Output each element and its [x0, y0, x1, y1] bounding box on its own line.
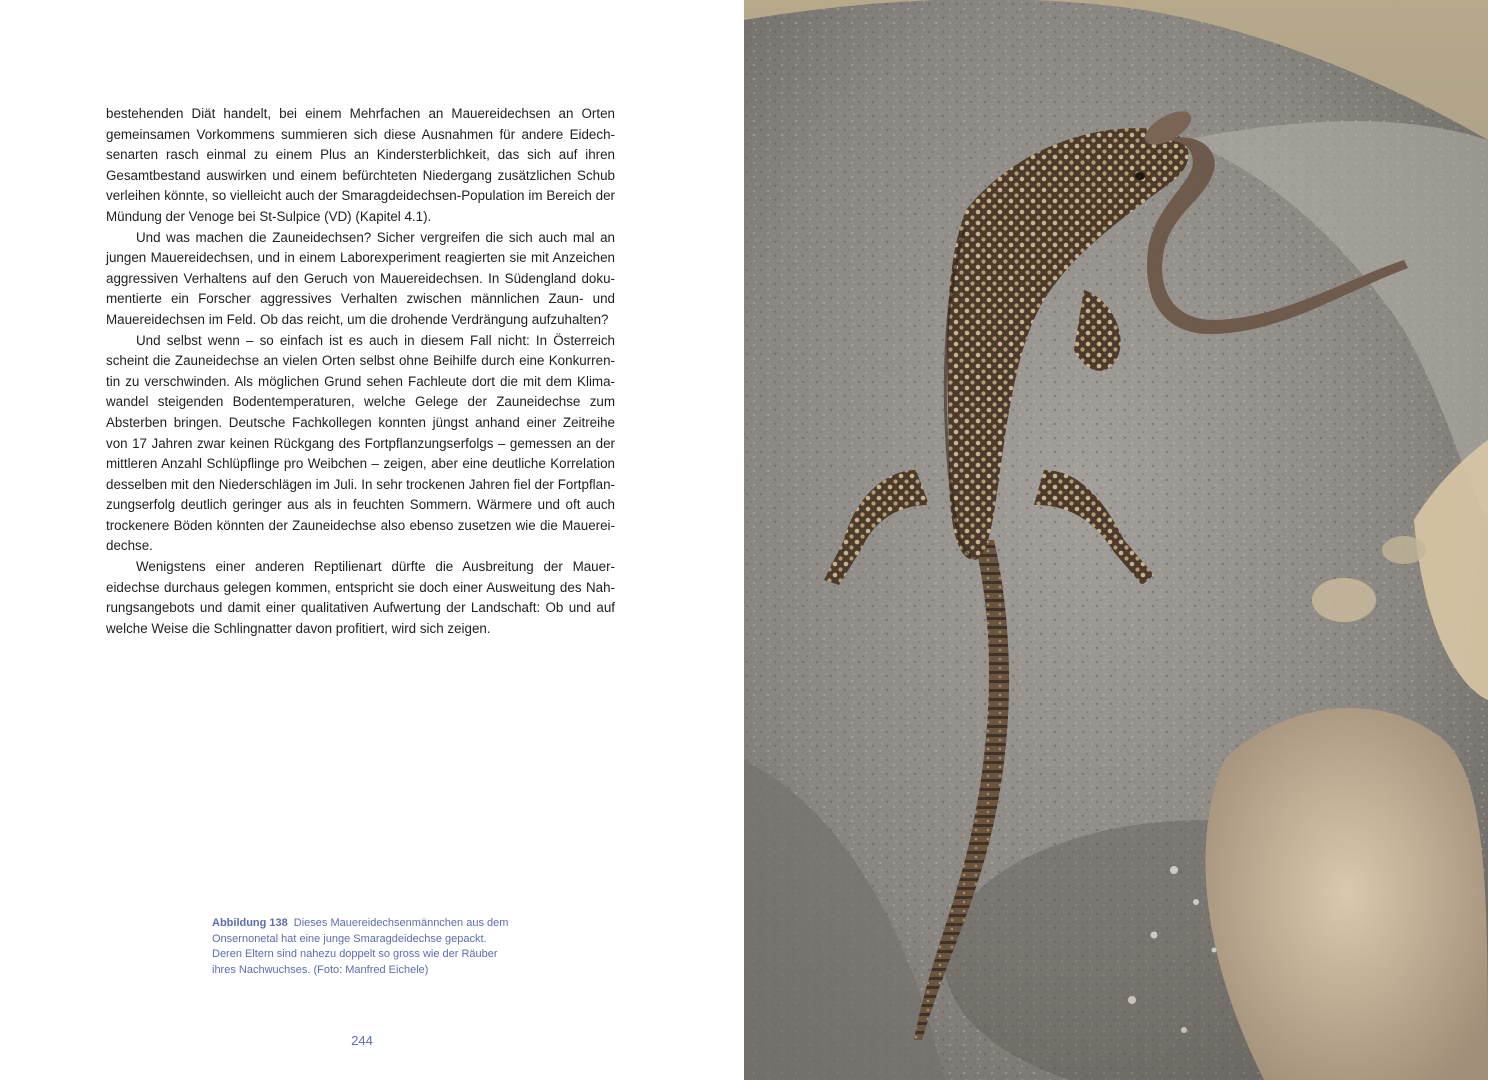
blurred-foreground-rock [1205, 708, 1488, 1080]
caption-text: Dieses Mauereidechsenmännchen aus dem Onsernonetal hat eine junge Smaragdeidechse gepackt. Deren Eltern sind nahezu doppelt so gross wie der Räuber ihres Nachwuchses. (Foto: Manfred Eichele) [212, 917, 509, 976]
body-text [106, 104, 615, 639]
lizard-photo [744, 0, 1488, 1080]
photo-page [744, 0, 1488, 1080]
page-number: 244 [351, 1033, 373, 1048]
caption-label: Abbildung 138 [212, 917, 288, 929]
paragraph-1: bestehenden Diät handelt, bei einem Mehrfachen an Mauereidechsen an Orten gemeinsamen Vorkommens summieren sich diese Ausnahmen für andere Eidechsenarten rasch einmal zu einem Plus an Kindersterblichkeit, das sich auf ihren Gesamtbestand auswirken und einem befürchteten Niedergang zusätzlichen Schub verleihen könnte, so vielleicht auch der Smaragdeidechsen-Population im Bereich der Mündung der Venoge bei St-Sulpice (VD) (Kapitel 4.1). [106, 106, 615, 224]
paragraph-2: Und was machen die Zauneidechsen? Sicher vergreifen die sich auch mal an jungen Mauereidechsen, und in einem Laborexperiment reagierten sie mit Anzeichen aggressiven Verhaltens auf den Geruch von Mauereidechsen. In Südengland dokumentierte ein Forscher aggressives Verhalten zwischen männlichen Zaun- und Mauereidechsen im Feld. Ob das reicht, um die drohende Verdrängung aufzuhalten? [106, 229, 615, 327]
figure-caption [212, 916, 512, 978]
paragraph-4: Wenigstens einer anderen Reptilienart dürfte die Ausbreitung der Mauereidechse durchaus gelegen kommen, entspricht sie doch einer Ausweitung des Nahrungsangebots und damit einer qualitativen Aufwertung der Landschaft: Ob und auf welche Weise die Schlingnatter davon profitiert, wird sich zeigen. [106, 559, 615, 636]
paragraph-3: Und selbst wenn – so einfach ist es auch in diesem Fall nicht: In Österreich scheint die Zauneidechse an vielen Orten selbst ohne Beihilfe durch eine Konkurrentin zu verschwinden. Als möglichen Grund sehen Fachleute dort die mit dem Klimawandel steigenden Bodentemperaturen, welche Gelege der Zauneidechse zum Absterben bringen. Deutsche Fachkollegen konnten jüngst anhand einer Zeitreihe von 17 Jahren zwar keinen Rückgang des Fortpflanzungserfolgs – gemessen an der mittleren Anzahl Schlüpflinge pro Weibchen – zeigen, aber eine deutliche Korrelation desselben mit den Niederschlägen im Juli. In sehr trockenen Jahren fiel der Fortpflanzungserfolg deutlich geringer aus als in feuchten Sommern. Wärmere und oft auch trockenere Böden könnten der Zauneidechse also ebenso zusetzen wie die Mauereidechse. [106, 332, 615, 554]
